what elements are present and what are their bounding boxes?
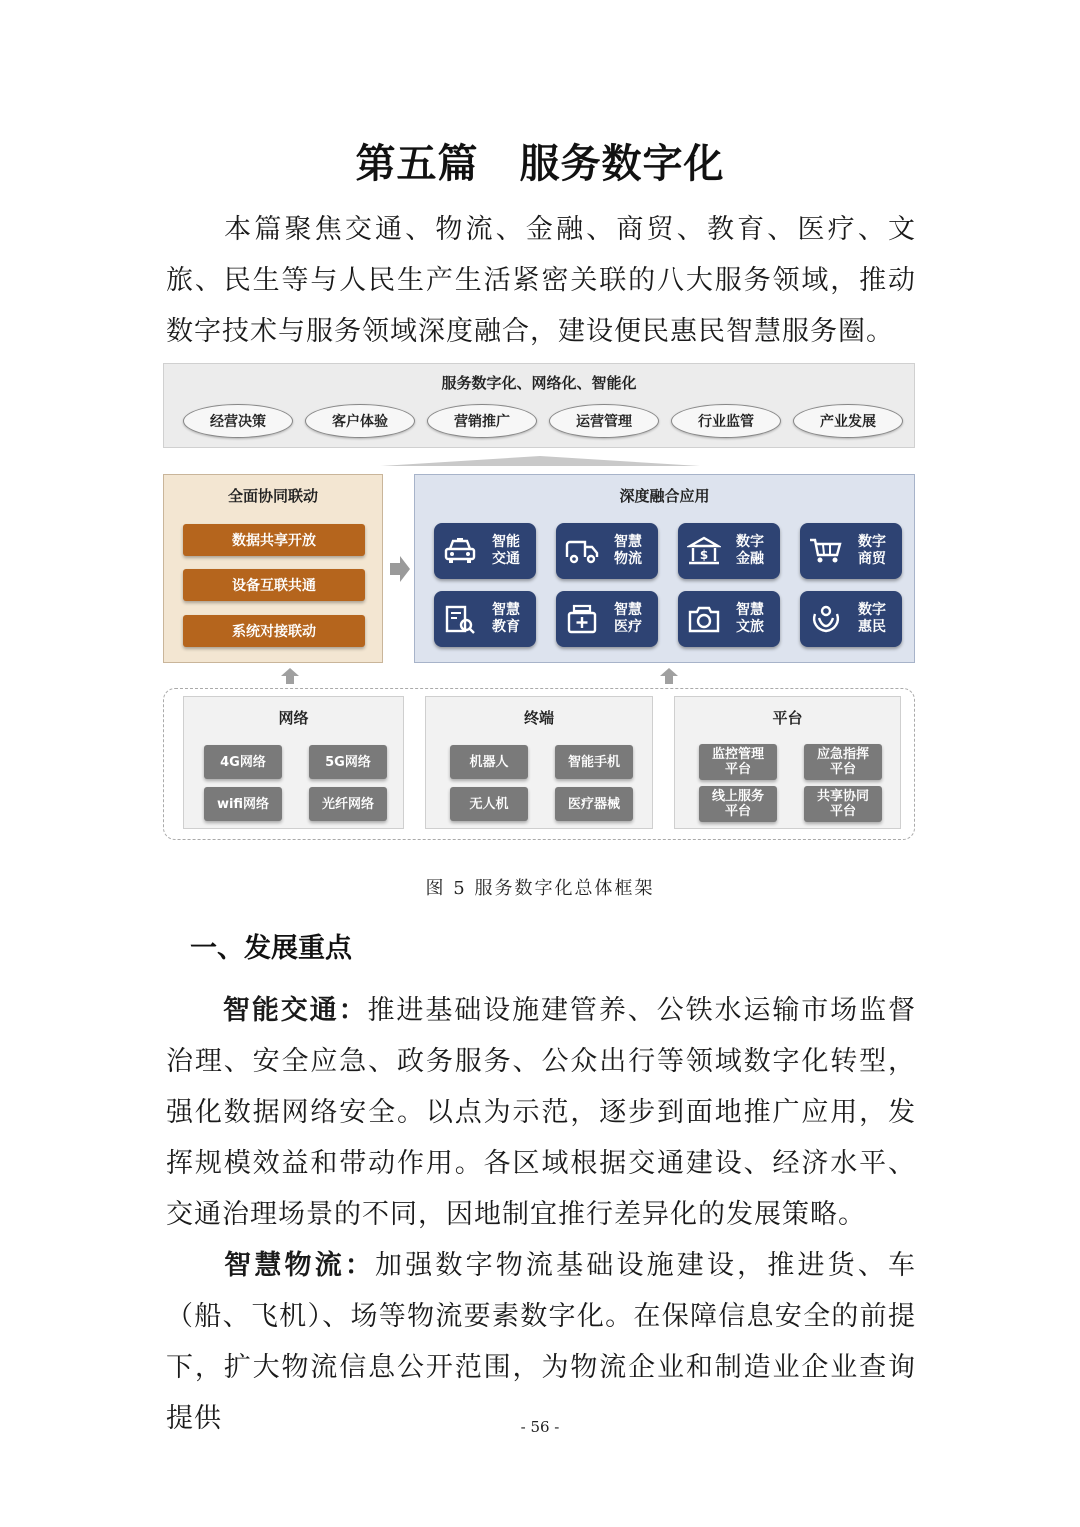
bank-icon <box>678 523 730 579</box>
medical-icon <box>556 591 608 647</box>
page-title: 第五篇 服务数字化 <box>355 141 725 187</box>
terminal-item: 医疗器械 <box>555 787 633 821</box>
group-title: 终端 <box>523 709 554 727</box>
tile-smart-tourism <box>678 591 780 647</box>
network-item: 5G网络 <box>309 745 387 779</box>
goal-pill: 经营决策 <box>183 404 293 438</box>
cart-icon <box>800 523 852 579</box>
coordination-item: 设备互联共通 <box>183 569 365 601</box>
coordination-item: 数据共享开放 <box>183 524 365 556</box>
car-icon <box>434 523 486 579</box>
goal-pill: 产业发展 <box>793 404 903 438</box>
page-number: - 56 - <box>520 1418 560 1436</box>
group-network <box>183 696 404 829</box>
tile-digital-finance <box>678 523 780 579</box>
goal-pill: 行业监管 <box>671 404 781 438</box>
terminal-item: 无人机 <box>450 787 528 821</box>
coordination-title: 全面协同联动 <box>227 487 318 505</box>
tile-digital-welfare <box>800 591 902 647</box>
tile-smart-medical <box>556 591 658 647</box>
people-icon <box>800 591 852 647</box>
tile-label: 数字 商贸 <box>858 534 886 567</box>
paragraph-smart-logistics <box>166 1240 916 1444</box>
paragraph-smart-transport <box>166 985 916 1240</box>
goal-pill: 客户体验 <box>305 404 415 438</box>
right-arrow-icon <box>390 556 410 582</box>
tile-label: 数字 惠民 <box>858 602 886 635</box>
goal-pill: 运营管理 <box>549 404 659 438</box>
platform-item: 线上服务 平台 <box>699 786 777 822</box>
goals-band <box>163 363 915 448</box>
svg-text:$: $ <box>699 548 709 562</box>
application-panel <box>414 474 915 663</box>
platform-item: 应急指挥 平台 <box>804 744 882 780</box>
terminal-item: 智能手机 <box>555 745 633 779</box>
up-arrow-icon <box>281 668 299 684</box>
platform-item: 监控管理 平台 <box>699 744 777 780</box>
group-title: 平台 <box>772 709 803 727</box>
intro-text: 本篇聚焦交通、物流、金融、商贸、教育、医疗、文旅、民生等与人民生产生活紧密关联的八大服务领域，推动数字技术与服务领域深度融合，建设便民惠民智慧服务圈。 <box>166 214 916 347</box>
coordination-item: 系统对接联动 <box>183 615 365 647</box>
goal-pill: 营销推广 <box>427 404 537 438</box>
education-icon <box>434 591 486 647</box>
paragraph-term: 智能交通： <box>222 995 368 1026</box>
network-item: 4G网络 <box>204 745 282 779</box>
group-terminal <box>425 696 653 829</box>
tile-label: 智能 交通 <box>492 534 520 567</box>
paragraph-term: 智慧物流： <box>222 1250 376 1281</box>
figure-caption: 图 5 服务数字化总体框架 <box>425 878 655 899</box>
camera-icon <box>678 591 730 647</box>
paragraph-text: 推进基础设施建管养、公铁水运输市场监督治理、安全应急、政务服务、公众出行等领域数字化转型，强化数据网络安全。以点为示范，逐步到面地推广应用，发挥规模效益和带动作用。各区域根据交通建设、经济水平、交通治理场景的不同，因地制宜推行差异化的发展策略。 <box>166 995 916 1230</box>
up-arrow-icon <box>660 668 678 684</box>
platform-item: 共享协同 平台 <box>804 786 882 822</box>
section-heading: 一、发展重点 <box>190 933 352 964</box>
tile-digital-commerce <box>800 523 902 579</box>
tile-label: 智慧 物流 <box>614 534 642 567</box>
tile-smart-logistics <box>556 523 658 579</box>
tile-smart-transport <box>434 523 536 579</box>
network-item: wifi网络 <box>204 787 282 821</box>
terminal-item: 机器人 <box>450 745 528 779</box>
group-title: 网络 <box>278 709 309 727</box>
tile-label: 数字 金融 <box>736 534 764 567</box>
tile-label: 智慧 教育 <box>492 602 520 635</box>
intro-paragraph <box>166 204 916 357</box>
group-platform <box>674 696 901 829</box>
coordination-panel <box>163 474 383 663</box>
truck-icon <box>556 523 608 579</box>
paragraph-text: 加强数字物流基础设施建设，推进货、车（船、飞机）、场等物流要素数字化。在保障信息安全的前提下，扩大物流信息公开范围，为物流企业和制造业企业查询提供 <box>166 1250 917 1434</box>
tile-smart-education <box>434 591 536 647</box>
goals-title: 服务数字化、网络化、智能化 <box>441 374 637 392</box>
application-title: 深度融合应用 <box>619 487 710 505</box>
upward-triangle-divider <box>380 456 700 466</box>
tile-label: 智慧 文旅 <box>736 602 764 635</box>
tile-label: 智慧 医疗 <box>614 602 642 635</box>
network-item: 光纤网络 <box>309 787 387 821</box>
